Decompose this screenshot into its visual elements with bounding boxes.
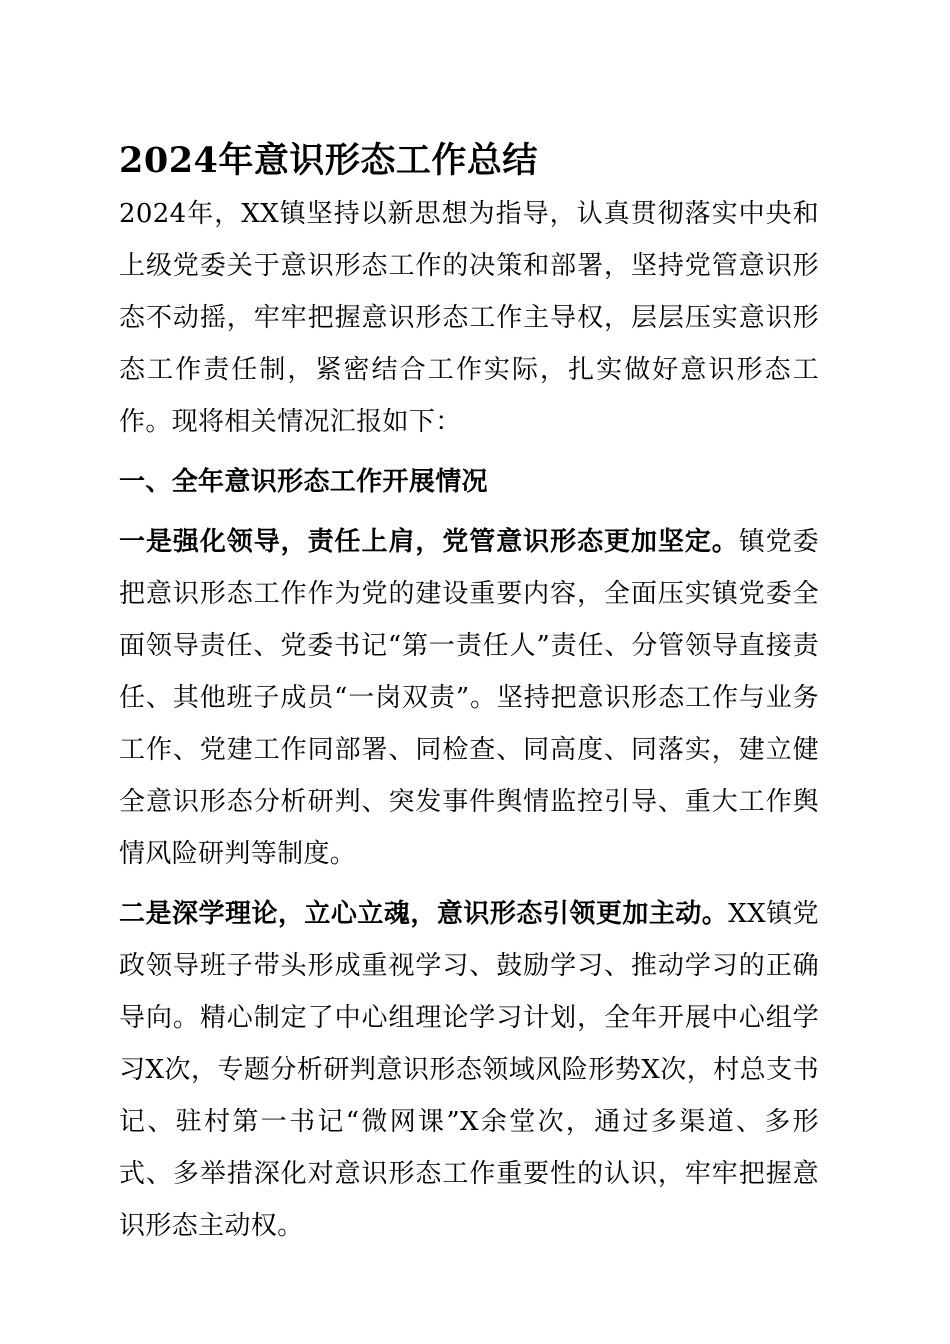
section-heading: 一、全年意识形态工作开展情况 bbox=[119, 467, 488, 497]
item2-text: XX镇党政领导班子带头形成重视学习、鼓励学习、推动学习的正确导向。精心制定了中心组理论学习计划，全年开展中心组学习X次，专题分析研判意识形态领域风险形势X次，村总支书记、驻村第一书记“微网课”X余堂次，通过多渠道、多形式、多举措深化对意识形态工作重要性的认识，牢牢把握意识形态主动权。 bbox=[119, 899, 819, 1241]
item1-text: 镇党委把意识形态工作作为党的建设重要内容，全面压实镇党委全面领导责任、党委书记“第一责任人”责任、分管领导直接责任、其他班子成员“一岗双责”。坚持把意识形态工作与业务工作、党建工作同部署、同检查、同高度、同落实，建立健全意识形态分析研判、突发事件舆情监控引导、重大工作舆情风险研判等制度。 bbox=[119, 527, 819, 869]
document-body bbox=[119, 188, 819, 1260]
item1-paragraph bbox=[119, 516, 819, 880]
document-title: 2024年意识形态工作总结 bbox=[119, 140, 538, 181]
item2-lead: 二是深学理论，立心立魂，意识形态引领更加主动。 bbox=[119, 899, 729, 929]
item2-paragraph bbox=[119, 888, 819, 1252]
intro-paragraph: 2024年，XX镇坚持以新思想为指导，认真贯彻落实中央和上级党委关于意识形态工作的决策和部署，坚持党管意识形态不动摇，牢牢把握意识形态工作主导权，层层压实意识形态工作责任制，紧密结合工作实际，扎实做好意识形态工作。现将相关情况汇报如下： bbox=[119, 199, 819, 437]
item1-lead: 一是强化领导，责任上肩，党管意识形态更加坚定。 bbox=[119, 527, 739, 557]
